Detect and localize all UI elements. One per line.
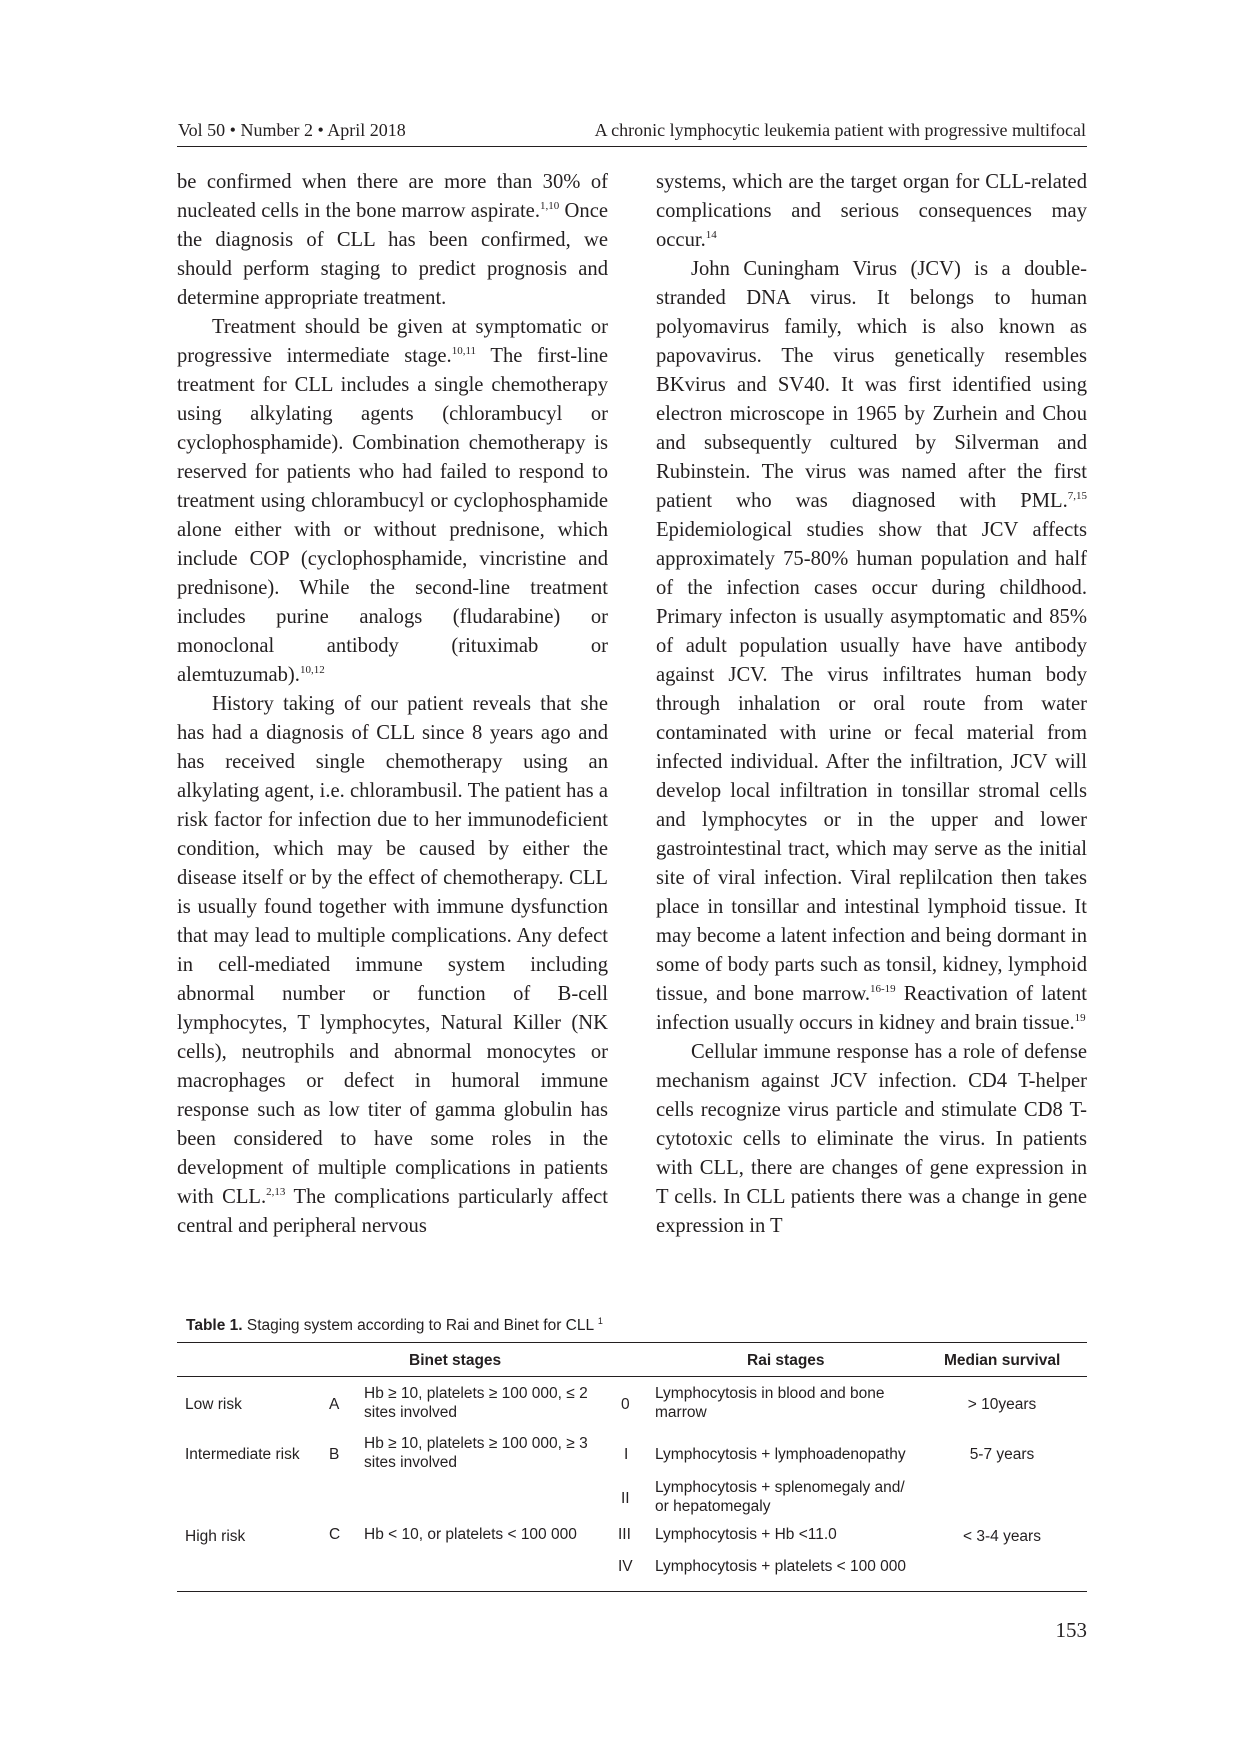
binet-desc-a: Hb ≥ 10, platelets ≥ 100 000, ≤ 2 sites involved — [364, 1385, 588, 1421]
rai-stage-i: I — [624, 1446, 629, 1463]
left-column-paragraph — [177, 313, 608, 690]
left-column-paragraph — [177, 690, 608, 1241]
binet-stage-c: C — [329, 1526, 341, 1543]
survival-low: > 10years — [967, 1396, 1037, 1413]
risk-intermediate: Intermediate risk — [185, 1446, 300, 1463]
running-title: A chronic lymphocytic leukemia patient with progressive multifocal — [594, 120, 1086, 140]
paragraph-text: be confirmed when there are more than 30% of nucleated cells in the bone marrow aspirate. — [177, 171, 608, 222]
rai-stage-iv: IV — [618, 1558, 633, 1575]
left-column-paragraph — [177, 168, 608, 313]
running-header — [177, 120, 1087, 147]
binet-stage-a: A — [329, 1396, 340, 1413]
journal-issue-info: Vol 50 • Number 2 • April 2018 — [178, 120, 406, 140]
survival-intermediate: 5-7 years — [969, 1446, 1035, 1463]
rai-desc-ii: Lymphocytosis + splenomegaly and/ or hepatomegaly — [655, 1479, 905, 1515]
rai-desc-iv: Lymphocytosis + platelets < 100 000 — [655, 1558, 907, 1575]
paragraph-text: The first-line treatment for CLL includes a single chemotherapy using alkylating agents (chlorambucyl or cyclophosphamide). Combination chemotherapy is reserved for patients who had failed to respond to treatment using chlorambucyl or cyclophosphamide alone either with or without prednisone, which include COP (cyclophosphamide, vincristine and prednisone). While the second-line treatment includes purine analogs (fludarabine) or monoclonal antibody (rituximab or alemtuzumab). — [177, 345, 608, 686]
paragraph-text: The complications particularly affect central and peripheral nervous — [177, 1186, 609, 1237]
paragraph-text: History taking of our patient reveals that she has had a diagnosis of CLL since 8 years ago and has received single chemotherapy using an alkylating agent, i.e. chlorambusil. The patient has a risk factor for infection due to her immunodeficient condition, which may be caused by either the disease itself or by the effect of chemotherapy. CLL is usually found together with immune dysfunction that may lead to multiple complications. Any defect in cell-mediated immune system including abnormal number or function of B-cell lymphocytes, T lymphocytes, Natural Killer (NK cells), neutrophils and abnormal monocytes or macrophages or defect in humoral immune response such as low titer of gamma globulin has been considered to have some roles in the development of multiple complications in patients with CLL. — [177, 693, 608, 1208]
citation-superscript: 14 — [705, 229, 717, 241]
citation-superscript: 10,12 — [299, 664, 325, 676]
right-column-paragraph — [656, 1038, 1087, 1241]
right-column-paragraph — [656, 168, 1087, 255]
citation-superscript: 1,10 — [539, 200, 560, 212]
binet-stage-b: B — [329, 1446, 340, 1463]
citation-superscript: 16-19 — [870, 983, 896, 995]
header-median-survival: Median survival — [944, 1352, 1061, 1369]
binet-desc-b: Hb ≥ 10, platelets ≥ 100 000, ≥ 3 sites involved — [364, 1435, 588, 1471]
rai-stage-ii: II — [621, 1490, 630, 1507]
citation-superscript: 7,15 — [1067, 490, 1087, 502]
paragraph-text: John Cuningham Virus (JCV) is a double-stranded DNA virus. It belongs to human polyomavirus family, which is also known as papovavirus. The virus genetically resembles BKvirus and SV40. It was first identified using electron microscope in 1965 by Zurhein and Chou and subsequently cultured by Silverman and Rubinstein. The virus was named after the first patient who was diagnosed with PML. — [656, 258, 1087, 512]
survival-high: < 3-4 years — [963, 1528, 1041, 1545]
rai-desc-0: Lymphocytosis in blood and bone marrow — [655, 1385, 885, 1421]
paragraph-text: Epidemiological studies show that JCV affects approximately 75-80% human population and half of the infection cases occur during childhood. Primary infecton is usually asymptomatic and 85% of adult population usually have have antibody against JCV. The virus infiltrates human body through inhalation or oral route from water contaminated with urine or fecal material from infected individual. After the infiltration, JCV will develop local infiltration in tonsillar stromal cells and lymphocytes or in the upper and lower gastrointestinal tract, which may serve as the initial site of viral infection. Viral replilcation then takes place in tonsillar and intestinal lymphoid tissue. It may become a latent infection and being dormant in some of body parts such as tonsil, kidney, lymphoid tissue, and bone marrow. — [656, 519, 1087, 1005]
paragraph-text: Cellular immune response has a role of defense mechanism against JCV infection. CD4 T-helper cells recognize virus particle and stimulate CD8 T-cytotoxic cells to eliminate the virus. In patients with CLL, there are changes of gene expression in T cells. In CLL patients there was a change in gene expression in T — [656, 1041, 1087, 1237]
rai-desc-iii: Lymphocytosis + Hb <11.0 — [655, 1526, 837, 1543]
left-text-column — [177, 168, 608, 1241]
right-column-paragraph — [656, 255, 1087, 1038]
risk-high: High risk — [185, 1528, 246, 1545]
table-caption-label: Table 1. — [186, 1317, 243, 1334]
paragraph-text: Treatment should be given at symptomatic or progressive intermediate stage. — [177, 316, 608, 367]
header-rule — [177, 1376, 1087, 1377]
rai-stage-0: 0 — [621, 1396, 630, 1413]
risk-low: Low risk — [185, 1396, 242, 1413]
table-caption — [186, 1317, 603, 1335]
binet-desc-c: Hb < 10, or platelets < 100 000 — [364, 1526, 577, 1543]
rai-desc-i: Lymphocytosis + lymphoadenopathy — [655, 1446, 906, 1463]
rai-stage-iii: III — [618, 1526, 631, 1543]
table-caption-citation: 1 — [597, 1316, 603, 1326]
citation-superscript: 2,13 — [266, 1186, 286, 1198]
header-binet-stages: Binet stages — [409, 1352, 502, 1369]
paragraph-text: Once the diagnosis of CLL has been confirmed, we should perform staging to predict prognosis and determine appropriate treatment. — [177, 200, 608, 309]
right-text-column — [656, 168, 1087, 1241]
table-caption-text: Staging system according to Rai and Binet for CLL — [242, 1317, 598, 1334]
citation-superscript: 10,11 — [451, 345, 477, 357]
header-rai-stages: Rai stages — [747, 1352, 825, 1369]
page-number: 153 — [1055, 1618, 1087, 1642]
staging-table — [177, 1342, 1087, 1592]
paragraph-text: systems, which are the target organ for CLL-related complications and serious consequences may occur. — [656, 171, 1087, 251]
paragraph-text: Reactivation of latent infection usually occurs in kidney and brain tissue. — [656, 983, 1087, 1034]
citation-superscript: 19 — [1074, 1012, 1086, 1024]
